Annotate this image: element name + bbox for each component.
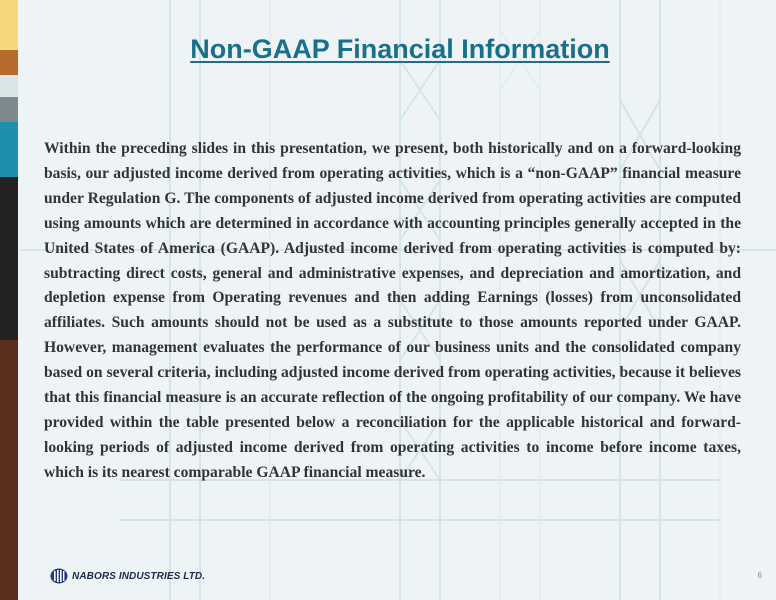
- logo-text: NABORS INDUSTRIES LTD.: [72, 570, 206, 582]
- company-logo: [50, 568, 205, 584]
- page-number: 6: [757, 571, 762, 580]
- slide-title: Non-GAAP Financial Information: [190, 34, 610, 64]
- body-paragraph: Within the preceding slides in this presentation, we present, both historically and on a forward-looking basis, our adjusted income derived from operating activities, which is a “non-GAAP” financial measure under Regulation G. The components of adjusted income derived from operating activities are computed using amounts which are determined in accordance with accounting principles generally accepted in the United States of America (GAAP). Adjusted income derived from operating activities is computed by: subtracting direct costs, general and administrative expenses, and depreciation and amortization, and depletion expense from Operating revenues and then adding Earnings (losses) from unconsolidated affiliates. Such amounts should not be used as a substitute to those amounts reported under GAAP. However, management evaluates the performance of our business units and the consolidated company based on several criteria, including adjusted income derived from operating activities, because it believes that this financial measure is an accurate reflection of the ongoing profitability of our company. We have provided within the table presented below a reconciliation for the applicable historical and forward-looking periods of adjusted income derived from operating activities to income before income taxes, which is its nearest comparable GAAP financial measure.: [44, 140, 741, 481]
- nabors-logo-icon: [50, 568, 68, 584]
- left-color-strip: [0, 0, 18, 600]
